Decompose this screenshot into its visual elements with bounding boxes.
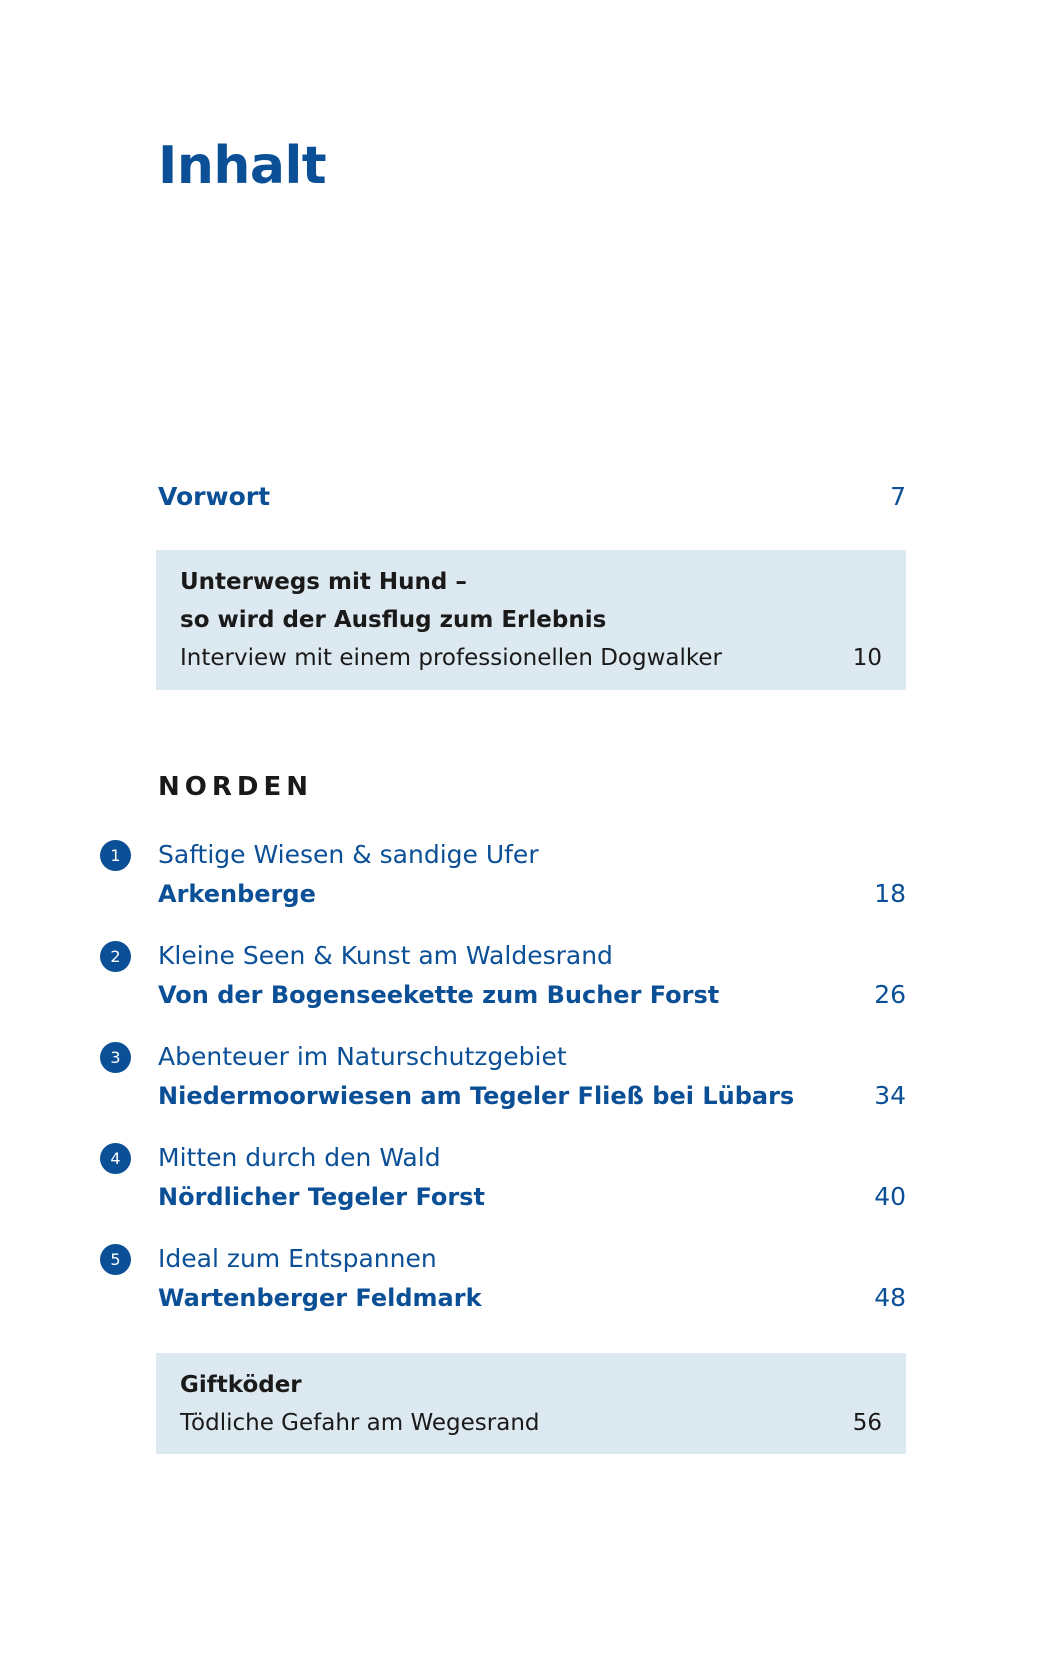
toc-page-number: 18 [874,879,906,908]
info-box-subtitle-row [180,639,882,677]
toc-page-number: 56 [852,1410,882,1436]
tour-title-row [158,975,906,1015]
tour-number-badge: 2 [100,941,131,972]
toc-entry-tour-1[interactable] [100,835,906,915]
toc-entry-label: Vorwort [158,482,271,511]
toc-entry-tour-5[interactable] [100,1239,906,1319]
info-box-subtitle: Interview mit einem professionellen Dogwalker [180,645,722,671]
info-box-giftkoeder[interactable] [156,1353,906,1454]
tour-number-badge: 4 [100,1143,131,1174]
info-box-dogwalker[interactable] [156,550,906,690]
toc-page-number: 7 [890,482,906,511]
toc-entry-tour-3[interactable] [100,1037,906,1117]
tour-subtitle: Saftige Wiesen & sandige Ufer [158,840,539,869]
tour-title-row [158,1278,906,1318]
tour-title-row [158,1177,906,1217]
tour-title: Arkenberge [158,880,316,908]
info-box-subtitle: Tödliche Gefahr am Wegesrand [180,1410,540,1436]
tour-number-badge: 5 [100,1244,131,1275]
toc-page-number: 40 [874,1182,906,1211]
tour-subtitle: Kleine Seen & Kunst am Waldesrand [158,941,613,970]
page-title: Inhalt [158,136,327,196]
tour-subtitle: Abenteuer im Naturschutzgebiet [158,1042,567,1071]
toc-entry-tour-4[interactable] [100,1138,906,1218]
tour-title: Von der Bogenseekette zum Bucher Forst [158,981,720,1009]
tour-number-badge: 3 [100,1042,131,1073]
tour-number-badge: 1 [100,840,131,871]
info-box-heading: Giftköder [180,1372,302,1398]
toc-entry-tour-2[interactable] [100,936,906,1016]
tour-title-row [158,1076,906,1116]
tour-title: Nördlicher Tegeler Forst [158,1183,485,1211]
tour-subtitle: Ideal zum Entspannen [158,1244,437,1273]
info-box-subtitle-row [180,1404,882,1442]
section-heading-norden: NORDEN [158,772,313,802]
info-box-heading-line2: so wird der Ausflug zum Erlebnis [180,607,607,633]
tour-title-row [158,874,906,914]
info-box-heading-line1: Unterwegs mit Hund – [180,569,467,595]
tour-subtitle: Mitten durch den Wald [158,1143,441,1172]
toc-page-number: 10 [852,645,882,671]
toc-page-number: 48 [874,1283,906,1312]
tour-title: Wartenberger Feldmark [158,1284,482,1312]
toc-page-number: 26 [874,980,906,1009]
toc-entry-vorwort[interactable] [158,482,906,511]
toc-page-number: 34 [874,1081,906,1110]
tour-title: Niedermoorwiesen am Tegeler Fließ bei Lübars [158,1082,795,1110]
